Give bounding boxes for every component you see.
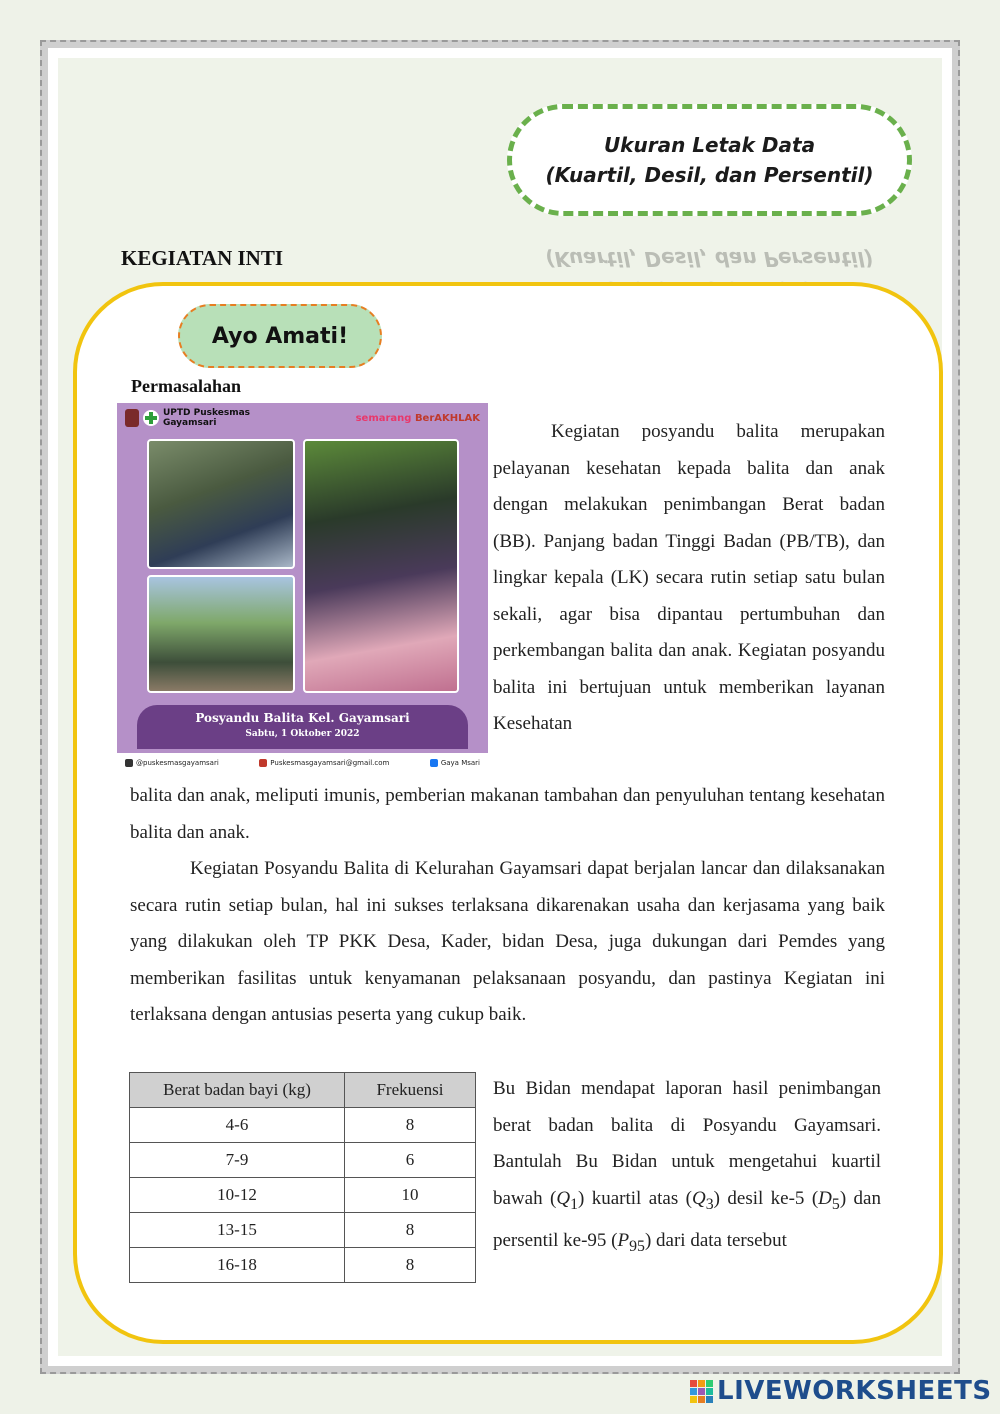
brand-left: semarang xyxy=(355,412,412,424)
mail-icon xyxy=(259,759,267,767)
symbol-q3-sub: 3 xyxy=(705,1195,714,1213)
caption-date: Sabtu, 1 Oktober 2022 xyxy=(245,729,360,739)
table-header-row xyxy=(130,1073,476,1108)
section-heading: KEGIATAN INTI xyxy=(121,246,284,270)
posyandu-photo-collage xyxy=(117,403,488,773)
weight-cell: 7-9 xyxy=(130,1143,345,1178)
photo-header xyxy=(117,403,488,433)
instagram-icon xyxy=(125,759,133,767)
caption-title: Posyandu Balita Kel. Gayamsari xyxy=(195,711,410,725)
facebook-icon xyxy=(430,759,438,767)
callout-badge: Ayo Amati! xyxy=(178,304,382,368)
problem-text-b: ) kuartil atas ( xyxy=(577,1187,692,1209)
topic-title xyxy=(507,104,912,216)
problem-text-d: ) dan persentil ke-95 ( xyxy=(493,1187,881,1251)
photo-weighing xyxy=(147,439,295,569)
problem-text-a: Bu Bidan mendapat laporan hasil penimbangan berat badan balita di Posyandu Gayamsari. Bantulah Bu Bidan untuk mengetahui kuartil bawah ( xyxy=(493,1078,881,1209)
facebook-name: Gaya Msari xyxy=(440,759,480,767)
photo-social-bar xyxy=(117,753,488,773)
problem-statement xyxy=(493,1071,881,1265)
org-name: UPTD Puskesmas Gayamsari xyxy=(163,408,251,428)
symbol-d5-sub: 5 xyxy=(831,1195,840,1213)
table-row xyxy=(130,1248,476,1283)
weight-cell: 4-6 xyxy=(130,1108,345,1143)
health-cross-icon xyxy=(143,410,159,426)
symbol-q1-sub: 1 xyxy=(570,1195,578,1213)
photo-outdoor xyxy=(147,575,295,693)
problem-text-c: ) desil ke-5 ( xyxy=(713,1187,819,1209)
frequency-cell: 8 xyxy=(345,1248,476,1283)
social-email xyxy=(259,759,389,767)
photo-measuring-child xyxy=(303,439,459,693)
table-row xyxy=(130,1143,476,1178)
instagram-handle: @puskesmasgayamsari xyxy=(136,759,219,767)
weight-cell: 10-12 xyxy=(130,1178,345,1213)
symbol-q1: Q xyxy=(556,1187,571,1209)
brand-right: BerAKHLAK xyxy=(414,412,480,424)
photo-caption xyxy=(137,705,468,749)
paragraph-intro-continued: balita dan anak, meliputi imunis, pemberian makanan tambahan dan penyuluhan tentang kesehatan balita dan anak. xyxy=(130,785,885,843)
email-address: Puskesmasgayamsari@gmail.com xyxy=(270,759,390,767)
puskesmas-logo xyxy=(125,408,253,428)
liveworksheets-watermark xyxy=(690,1376,992,1406)
topic-title-line2: (Kuartil, Desil, dan Persentil) xyxy=(545,163,874,187)
table-row xyxy=(130,1213,476,1248)
frequency-table xyxy=(129,1072,476,1283)
social-instagram xyxy=(125,759,219,767)
table-row xyxy=(130,1108,476,1143)
symbol-d5: D xyxy=(818,1187,832,1209)
table-row xyxy=(130,1178,476,1213)
topic-title-line1: Ukuran Letak Data xyxy=(603,133,816,157)
problem-text-e: ) dari data tersebut xyxy=(644,1229,787,1251)
weight-cell: 16-18 xyxy=(130,1248,345,1283)
frequency-cell: 8 xyxy=(345,1213,476,1248)
problem-subheading: Permasalahan xyxy=(131,376,241,396)
city-seal-icon xyxy=(125,409,139,427)
liveworksheets-logo-icon xyxy=(690,1380,713,1403)
symbol-p95: P xyxy=(617,1229,630,1251)
frequency-cell: 6 xyxy=(345,1143,476,1178)
column-header-frequency: Frekuensi xyxy=(345,1073,476,1108)
brand-logo xyxy=(356,413,480,424)
social-facebook xyxy=(430,759,480,767)
paragraph-activity: Kegiatan Posyandu Balita di Kelurahan Gayamsari dapat berjalan lancar dan dilaksanakan secara rutin setiap bulan, hal ini sukses terlaksana dikarenakan usaha dan kerjasama yang baik yang dilakukan oleh TP PKK Desa, Kader, bidan Desa, juga dukungan dari Pemdes yang memberikan fasilitas untuk kenyamanan pelaksanaan posyandu, dan pastinya Kegiatan ini terlaksana dengan antusias peserta yang cukup baik. xyxy=(130,858,885,1025)
reflection-line2: (Kuartil, Desil, dan Persentil) xyxy=(545,247,874,271)
watermark-text: LIVEWORKSHEETS xyxy=(717,1376,992,1406)
column-header-weight: Berat badan bayi (kg) xyxy=(130,1073,345,1108)
paragraph-intro: Kegiatan posyandu balita merupakan pelayanan kesehatan kepada balita dan anak dengan melakukan penimbangan Berat badan (BB). Panjang badan Tinggi Badan (PB/TB), dan lingkar kepala (LK) secara rutin setiap satu bulan sekali, agar bisa dipantau pertumbuhan dan perkembangan balita dan anak. Kegiatan posyandu balita ini bertujuan untuk memberikan layanan Kesehatan xyxy=(493,421,885,734)
weight-cell: 13-15 xyxy=(130,1213,345,1248)
frequency-cell: 10 xyxy=(345,1178,476,1213)
symbol-p95-sub: 95 xyxy=(629,1237,645,1255)
frequency-cell: 8 xyxy=(345,1108,476,1143)
symbol-q3: Q xyxy=(692,1187,706,1209)
